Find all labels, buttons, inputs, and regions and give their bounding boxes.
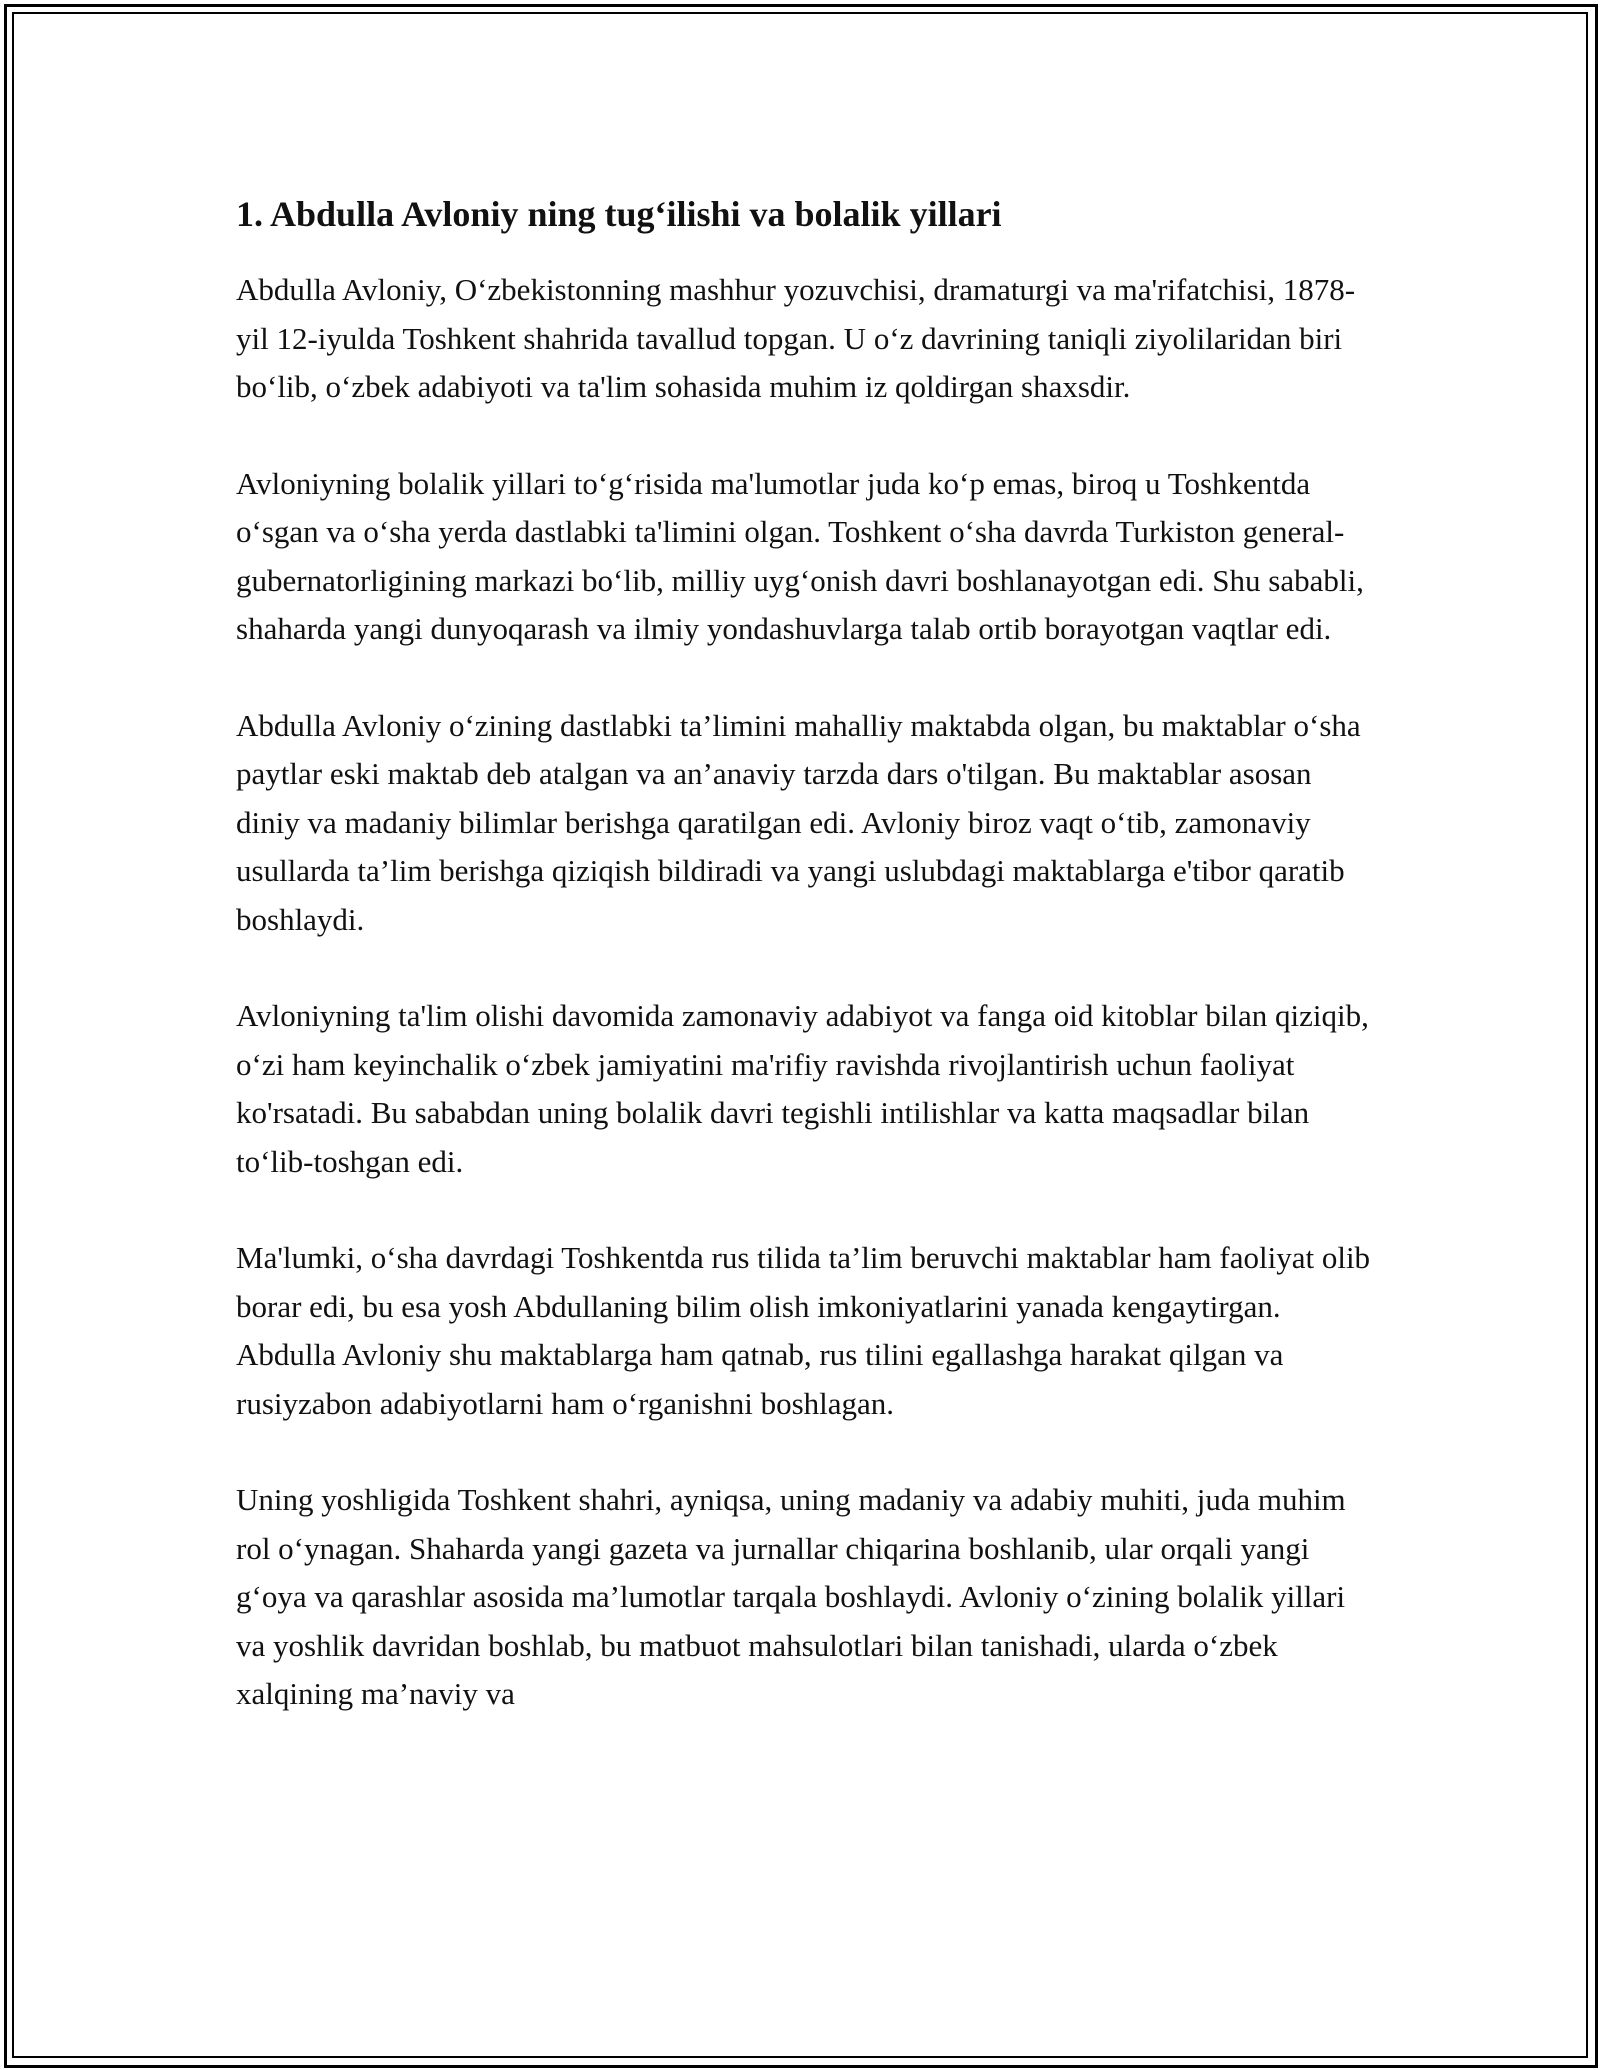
- paragraph-6: Uning yoshligida Toshkent shahri, ayniqsa, uning madaniy va adabiy muhiti, juda muhim rol o‘ynagan. Shaharda yangi gazeta va jurnallar chiqarina boshlanib, ular orqali yangi g‘oya va qarashlar asosida ma’lumotlar tarqala boshlaydi. Avloniy o‘zining bolalik yillari va yoshlik davridan boshlab, bu matbuot mahsulotlari bilan tanishadi, ularda o‘zbek xalqining ma’naviy va: [236, 1482, 1346, 1711]
- paragraph-2: Avloniyning bolalik yillari to‘g‘risida ma'lumotlar juda ko‘p emas, biroq u Toshkentda o‘sgan va o‘sha yerda dastlabki ta'limini olgan. Toshkent o‘sha davrda Turkiston general-gubernatorligining markazi bo‘lib, milliy uyg‘onish davri boshlanayotgan edi. Shu sababli, shaharda yangi dunyoqarash va ilmiy yondashuvlarga talab ortib borayotgan vaqtlar edi.: [236, 465, 1364, 646]
- section-heading: 1. Abdulla Avloniy ning tug‘ilishi va bolalik yillari: [236, 194, 1002, 234]
- paragraph-3: Abdulla Avloniy o‘zining dastlabki ta’limini mahalliy maktabda olgan, bu maktablar o‘sha paytlar eski maktab deb atalgan va an’anaviy tarzda dars o'tilgan. Bu maktablar asosan diniy va madaniy bilimlar berishga qaratilgan edi. Avloniy biroz vaqt o‘tib, zamonaviy usullarda ta’lim berishga qiziqish bildiradi va yangi uslubdagi maktablarga e'tibor qaratib boshlaydi.: [236, 707, 1361, 937]
- paragraph-5: Ma'lumki, o‘sha davrdagi Toshkentda rus tilida ta’lim beruvchi maktablar ham faoliyat olib borar edi, bu esa yosh Abdullaning bilim olish imkoniyatlarini yanada kengaytirgan. Abdulla Avloniy shu maktablarga ham qatnab, rus tilini egallashga harakat qilgan va rusiyzabon adabiyotlarni ham o‘rganishni boshlagan.: [236, 1240, 1371, 1421]
- document-content: [236, 184, 1376, 1767]
- paragraph-4: Avloniyning ta'lim olishi davomida zamonaviy adabiyot va fanga oid kitoblar bilan qiziqib, o‘zi ham keyinchalik o‘zbek jamiyatini ma'rifiy ravishda rivojlantirish uchun faoliyat ko'rsatadi. Bu sababdan uning bolalik davri tegishli intilishlar va katta maqsadlar bilan to‘lib-toshgan edi.: [236, 998, 1369, 1179]
- paragraph-1: Abdulla Avloniy, O‘zbekistonning mashhur yozuvchisi, dramaturgi va ma'rifatchisi, 1878-yil 12-iyulda Toshkent shahrida tavallud topgan. U o‘z davrining taniqli ziyolilaridan biri bo‘lib, o‘zbek adabiyoti va ta'lim sohasida muhim iz qoldirgan shaxsdir.: [236, 272, 1356, 404]
